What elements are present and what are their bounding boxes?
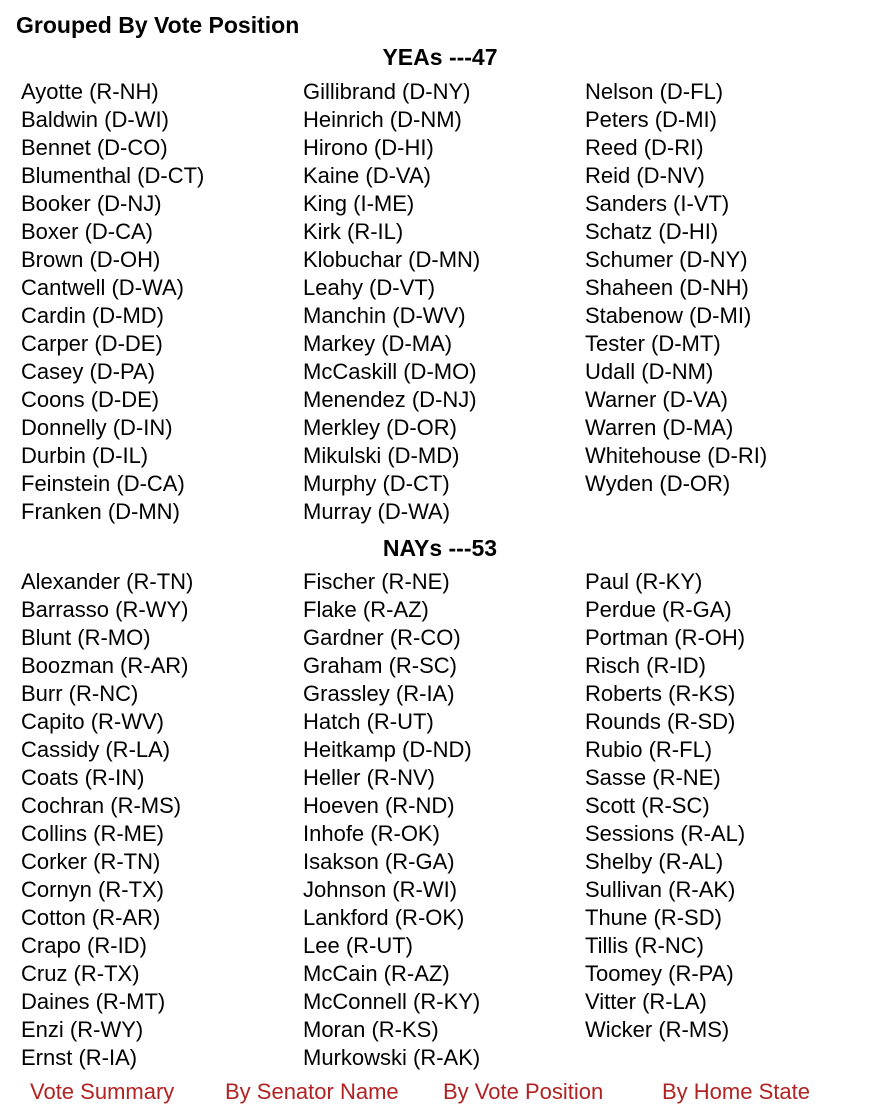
senator-entry: Mikulski (D-MD) (303, 443, 460, 468)
senator-entry: Kirk (R-IL) (303, 219, 404, 244)
senator-entry: Rubio (R-FL) (585, 737, 713, 762)
senator-entry: Lankford (R-OK) (303, 905, 465, 930)
senator-entry: Gardner (R-CO) (303, 625, 461, 650)
senator-entry: Flake (R-AZ) (303, 597, 429, 622)
footer-nav (0, 1078, 810, 1104)
senator-entry: Carper (D-DE) (21, 331, 163, 356)
senator-entry: Tester (D-MT) (585, 331, 721, 356)
senator-entry: Durbin (D-IL) (21, 443, 149, 468)
senator-entry: Cochran (R-MS) (21, 793, 182, 818)
senator-entry: Merkley (D-OR) (303, 415, 457, 440)
senator-entry: Enzi (R-WY) (21, 1017, 144, 1042)
senator-entry: Nelson (D-FL) (585, 79, 724, 104)
senator-entry: Wyden (D-OR) (585, 471, 731, 496)
by-vote-position-link[interactable]: By Vote Position (443, 1079, 604, 1104)
nays-list (21, 568, 798, 1072)
senator-entry: Reid (D-NV) (585, 163, 705, 188)
senator-entry: McConnell (R-KY) (303, 989, 481, 1014)
senator-entry: Lee (R-UT) (303, 933, 414, 958)
senator-entry: Hoeven (R-ND) (303, 793, 455, 818)
senator-entry: Casey (D-PA) (21, 359, 156, 384)
senator-entry: Sanders (I-VT) (585, 191, 730, 216)
senator-entry: Sasse (R-NE) (585, 765, 721, 790)
senator-entry: Schatz (D-HI) (585, 219, 719, 244)
senator-entry: Heinrich (D-NM) (303, 107, 462, 132)
senator-entry: Cardin (D-MD) (21, 303, 164, 328)
senator-entry: Warren (D-MA) (585, 415, 734, 440)
nays-heading: NAYs ---53 (382, 535, 498, 561)
senator-entry: Boxer (D-CA) (21, 219, 154, 244)
senator-entry: Wicker (R-MS) (585, 1017, 730, 1042)
senator-entry: Ayotte (R-NH) (21, 79, 159, 104)
senator-entry: Baldwin (D-WI) (21, 107, 169, 132)
senator-entry: Boozman (R-AR) (21, 653, 189, 678)
page-title: Grouped By Vote Position (16, 12, 300, 38)
senator-entry: Rounds (R-SD) (585, 709, 736, 734)
yeas-list (21, 78, 798, 526)
senator-entry: Moran (R-KS) (303, 1017, 439, 1042)
senator-entry: Inhofe (R-OK) (303, 821, 440, 846)
senator-entry: Heller (R-NV) (303, 765, 435, 790)
senator-entry: Kaine (D-VA) (303, 163, 431, 188)
senator-entry: Coons (D-DE) (21, 387, 160, 412)
vote-summary-link[interactable]: Vote Summary (30, 1079, 175, 1104)
senator-entry: Bennet (D-CO) (21, 135, 168, 160)
senator-entry: Whitehouse (D-RI) (585, 443, 768, 468)
senator-entry: Perdue (R-GA) (585, 597, 732, 622)
senator-entry: Corker (R-TN) (21, 849, 161, 874)
senator-entry: Toomey (R-PA) (585, 961, 734, 986)
senator-entry: Fischer (R-NE) (303, 569, 450, 594)
senator-entry: Gillibrand (D-NY) (303, 79, 471, 104)
senator-entry: Burr (R-NC) (21, 681, 139, 706)
senator-entry: Cassidy (R-LA) (21, 737, 171, 762)
senator-entry: Menendez (D-NJ) (303, 387, 477, 412)
senator-entry: King (I-ME) (303, 191, 415, 216)
senator-entry: Feinstein (D-CA) (21, 471, 185, 496)
senator-entry: Udall (D-NM) (585, 359, 714, 384)
senator-entry: Stabenow (D-MI) (585, 303, 752, 328)
senator-entry: Ernst (R-IA) (21, 1045, 138, 1070)
senator-entry: Shaheen (D-NH) (585, 275, 749, 300)
senator-entry: Isakson (R-GA) (303, 849, 455, 874)
senator-entry: Blumenthal (D-CT) (21, 163, 205, 188)
senator-entry: Blunt (R-MO) (21, 625, 151, 650)
senator-entry: Coats (R-IN) (21, 765, 145, 790)
senator-entry: Crapo (R-ID) (21, 933, 147, 958)
senator-entry: Hirono (D-HI) (303, 135, 434, 160)
yeas-heading: YEAs ---47 (382, 44, 498, 70)
senator-entry: Donnelly (D-IN) (21, 415, 173, 440)
senator-entry: Thune (R-SD) (585, 905, 722, 930)
senator-entry: Sessions (R-AL) (585, 821, 746, 846)
senator-entry: Shelby (R-AL) (585, 849, 724, 874)
senator-entry: Alexander (R-TN) (21, 569, 194, 594)
senator-entry: McCain (R-AZ) (303, 961, 450, 986)
senator-entry: Manchin (D-WV) (303, 303, 466, 328)
senator-entry: Markey (D-MA) (303, 331, 453, 356)
senator-entry: Cornyn (R-TX) (21, 877, 165, 902)
senator-entry: Grassley (R-IA) (303, 681, 455, 706)
senator-entry: Booker (D-NJ) (21, 191, 162, 216)
senator-entry: Reed (D-RI) (585, 135, 704, 160)
senator-entry: Murkowski (R-AK) (303, 1045, 481, 1070)
senator-entry: Risch (R-ID) (585, 653, 706, 678)
senator-entry: McCaskill (D-MO) (303, 359, 477, 384)
senator-entry: Portman (R-OH) (585, 625, 746, 650)
senator-entry: Tillis (R-NC) (585, 933, 704, 958)
senator-entry: Paul (R-KY) (585, 569, 703, 594)
senator-entry: Cruz (R-TX) (21, 961, 140, 986)
senator-entry: Peters (D-MI) (585, 107, 717, 132)
senator-entry: Barrasso (R-WY) (21, 597, 189, 622)
senator-entry: Warner (D-VA) (585, 387, 728, 412)
senator-entry: Cotton (R-AR) (21, 905, 161, 930)
senator-entry: Franken (D-MN) (21, 499, 180, 524)
senator-entry (585, 1044, 798, 1072)
senator-entry: Murphy (D-CT) (303, 471, 450, 496)
senator-entry: Vitter (R-LA) (585, 989, 707, 1014)
senator-entry: Scott (R-SC) (585, 793, 710, 818)
senator-entry: Cantwell (D-WA) (21, 275, 184, 300)
senator-entry: Capito (R-WV) (21, 709, 165, 734)
senator-entry: Murray (D-WA) (303, 499, 451, 524)
by-home-state-link[interactable]: By Home State (662, 1079, 810, 1104)
senator-entry: Heitkamp (D-ND) (303, 737, 472, 762)
senator-entry (585, 498, 798, 526)
senator-entry: Brown (D-OH) (21, 247, 161, 272)
by-senator-name-link[interactable]: By Senator Name (225, 1079, 399, 1104)
senator-entry: Schumer (D-NY) (585, 247, 748, 272)
senator-entry: Hatch (R-UT) (303, 709, 434, 734)
senator-entry: Leahy (D-VT) (303, 275, 436, 300)
senator-entry: Klobuchar (D-MN) (303, 247, 481, 272)
senator-entry: Roberts (R-KS) (585, 681, 736, 706)
senator-entry: Sullivan (R-AK) (585, 877, 736, 902)
senator-entry: Graham (R-SC) (303, 653, 458, 678)
senator-entry: Collins (R-ME) (21, 821, 164, 846)
senator-entry: Johnson (R-WI) (303, 877, 458, 902)
senator-entry: Daines (R-MT) (21, 989, 166, 1014)
